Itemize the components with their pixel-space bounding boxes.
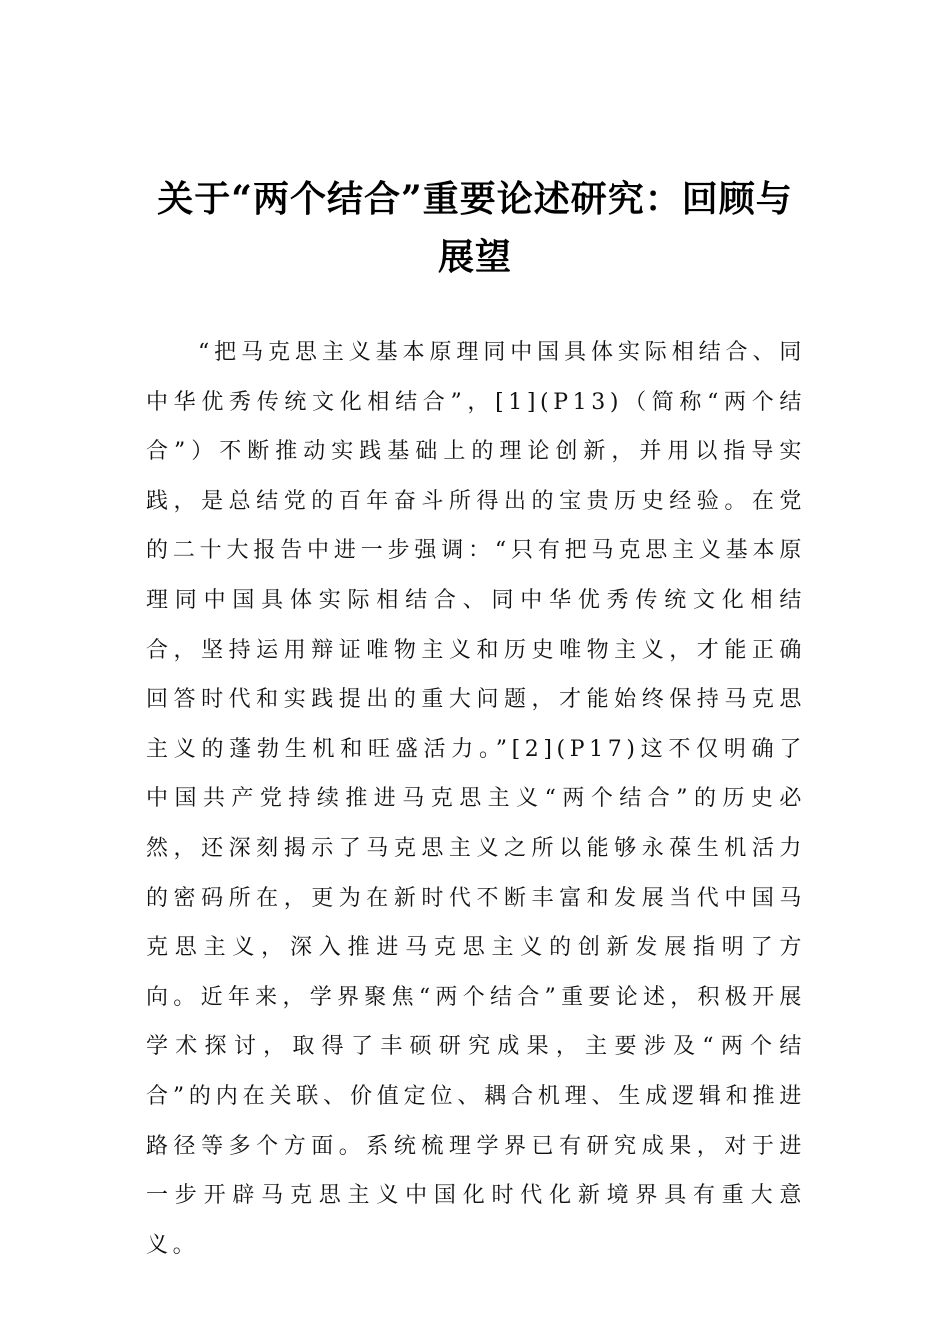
body-paragraph: “把马克思主义基本原理同中国具体实际相结合、同中华优秀传统文化相结合”，[1](P13)（简称“两个结合”）不断推动实践基础上的理论创新，并用以指导实践，是总结党的百年奋斗所得出的宝贵历史经验。在党的二十大报告中进一步强调：“只有把马克思主义基本原理同中国具体实际相结合、同中华优秀传统文化相结合，坚持运用辩证唯物主义和历史唯物主义，才能正确回答时代和实践提出的重大问题，才能始终保持马克思主义的蓬勃生机和旺盛活力。”[2](P17)这不仅明确了中国共产党持续推进马克思主义“两个结合”的历史必然，还深刻揭示了马克思主义之所以能够永葆生机活力的密码所在，更为在新时代不断丰富和发展当代中国马克思主义，深入推进马克思主义的创新发展指明了方向。近年来，学界聚焦“两个结合”重要论述，积极开展学术探讨，取得了丰硕研究成果，主要涉及“两个结合”的内在关联、价值定位、耦合机理、生成逻辑和推进路径等多个方面。系统梳理学界已有研究成果，对于进一步开辟马克思主义中国化时代化新境界具有重大意义。 (146, 340, 806, 1258)
document-title: 关于“两个结合”重要论述研究：回顾与展望 (157, 178, 793, 278)
